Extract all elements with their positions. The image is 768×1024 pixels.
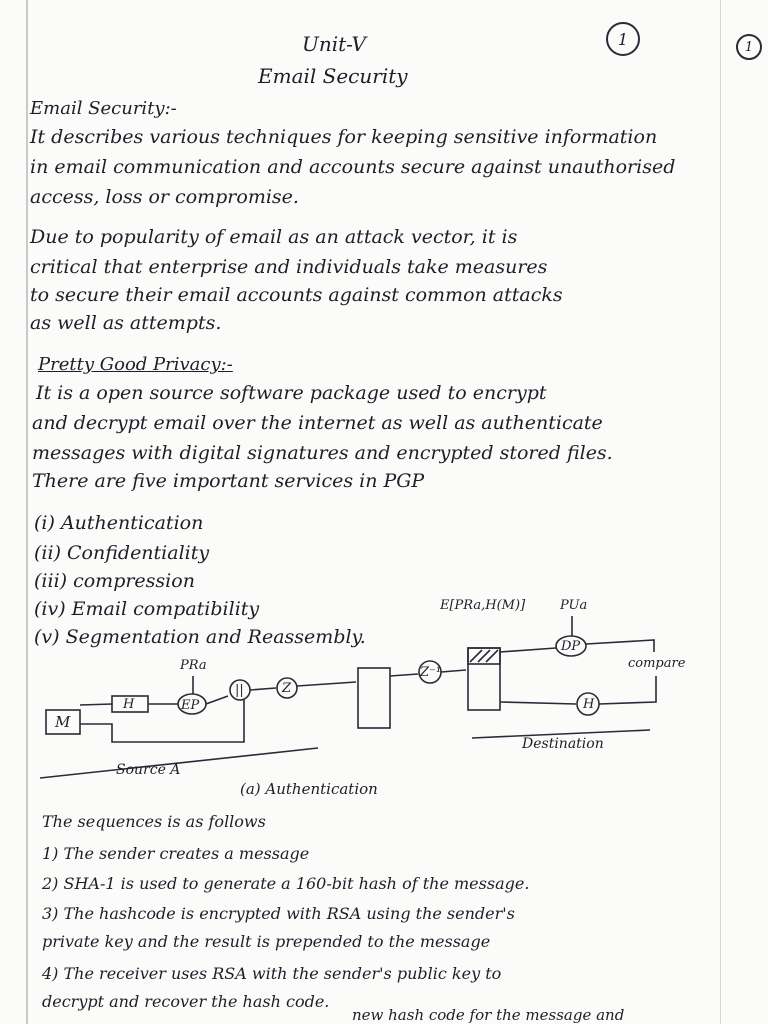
- arrow-m-to-h: [80, 704, 112, 705]
- pgp-line-3: messages with digital signatures and encrypted stored files.: [32, 442, 613, 464]
- email-security-line-7: as well as attempts.: [30, 312, 222, 334]
- dp-label: DP: [561, 639, 581, 654]
- source-label: Source A: [116, 762, 181, 778]
- sequence-line-5: 4) The receiver uses RSA with the sender's public key to: [42, 964, 502, 983]
- service-authentication: (i) Authentication: [34, 512, 204, 534]
- arrow-ep-to-concat: [206, 696, 228, 704]
- sequence-line-6: decrypt and recover the hash code.: [42, 992, 330, 1011]
- arrow-zinv-to-dest: [441, 670, 466, 672]
- ep-label: EP: [181, 698, 200, 713]
- page-number-text-2: 1: [744, 39, 754, 55]
- dest-box: [468, 648, 500, 710]
- email-security-line-5: critical that enterprise and individuals take measures: [30, 256, 548, 278]
- m-label: M: [55, 713, 71, 731]
- sequence-line-1: 1) The sender creates a message: [42, 844, 310, 863]
- compare-label: compare: [628, 656, 686, 671]
- email-security-line-4: Due to popularity of email as an attack vector, it is: [30, 226, 518, 248]
- email-security-heading: Email Security:-: [30, 98, 177, 119]
- arrow-z-to-channel: [297, 682, 356, 686]
- page-number-text: 1: [617, 29, 629, 49]
- sequence-line-4: private key and the result is prepended to the message: [42, 932, 491, 951]
- arrow-dest-to-h2: [500, 702, 576, 704]
- concat-label: ||: [235, 683, 244, 698]
- diagram-caption: (a) Authentication: [240, 780, 378, 798]
- sequence-line-7: new hash code for the message and: [352, 1006, 625, 1024]
- h2-label: H: [583, 697, 595, 712]
- pua-label: PUa: [560, 598, 588, 613]
- sequence-line-2: 2) SHA-1 is used to generate a 160-bit hash of the message.: [42, 874, 530, 893]
- email-security-line-1: It describes various techniques for keeping sensitive information: [30, 126, 658, 148]
- pgp-heading: Pretty Good Privacy:-: [38, 354, 233, 375]
- zinv-label: Z⁻¹: [420, 665, 442, 680]
- pgp-line-1: It is a open source software package used to encrypt: [36, 382, 547, 404]
- service-compression: (iii) compression: [34, 570, 195, 592]
- z-label: Z: [282, 681, 292, 696]
- pra-label: PRa: [180, 658, 207, 673]
- arrow-concat-to-z: [250, 688, 276, 690]
- sequence-line-3: 3) The hashcode is encrypted with RSA using the sender's: [42, 904, 515, 923]
- subject-title: Email Security: [258, 64, 408, 88]
- destination-label: Destination: [522, 736, 604, 752]
- sequence-intro: The sequences is as follows: [42, 812, 266, 831]
- h-label: H: [123, 697, 135, 712]
- arrow-channel-to-zinv: [390, 674, 418, 676]
- epra-label: E[PRa,H(M)]: [440, 598, 526, 613]
- pgp-line-2: and decrypt email over the internet as well as authenticate: [32, 412, 603, 434]
- email-security-line-6: to secure their email accounts against common attacks: [30, 284, 563, 306]
- email-security-line-3: access, loss or compromise.: [30, 186, 299, 208]
- service-email-compatibility: (iv) Email compatibility: [34, 598, 260, 620]
- service-segmentation: (v) Segmentation and Reassembly.: [34, 626, 366, 648]
- unit-title: Unit-V: [302, 32, 366, 56]
- channel-box: [358, 668, 390, 728]
- arrow-h2-to-compare: [599, 676, 656, 704]
- bypass-line: [80, 700, 244, 742]
- arrow-dest-to-dp: [500, 648, 556, 652]
- service-confidentiality: (ii) Confidentiality: [34, 542, 210, 564]
- email-security-line-2: in email communication and accounts secure against unauthorised: [30, 156, 676, 178]
- arrow-dp-to-compare: [586, 640, 654, 652]
- pgp-line-4: There are five important services in PGP: [32, 470, 425, 492]
